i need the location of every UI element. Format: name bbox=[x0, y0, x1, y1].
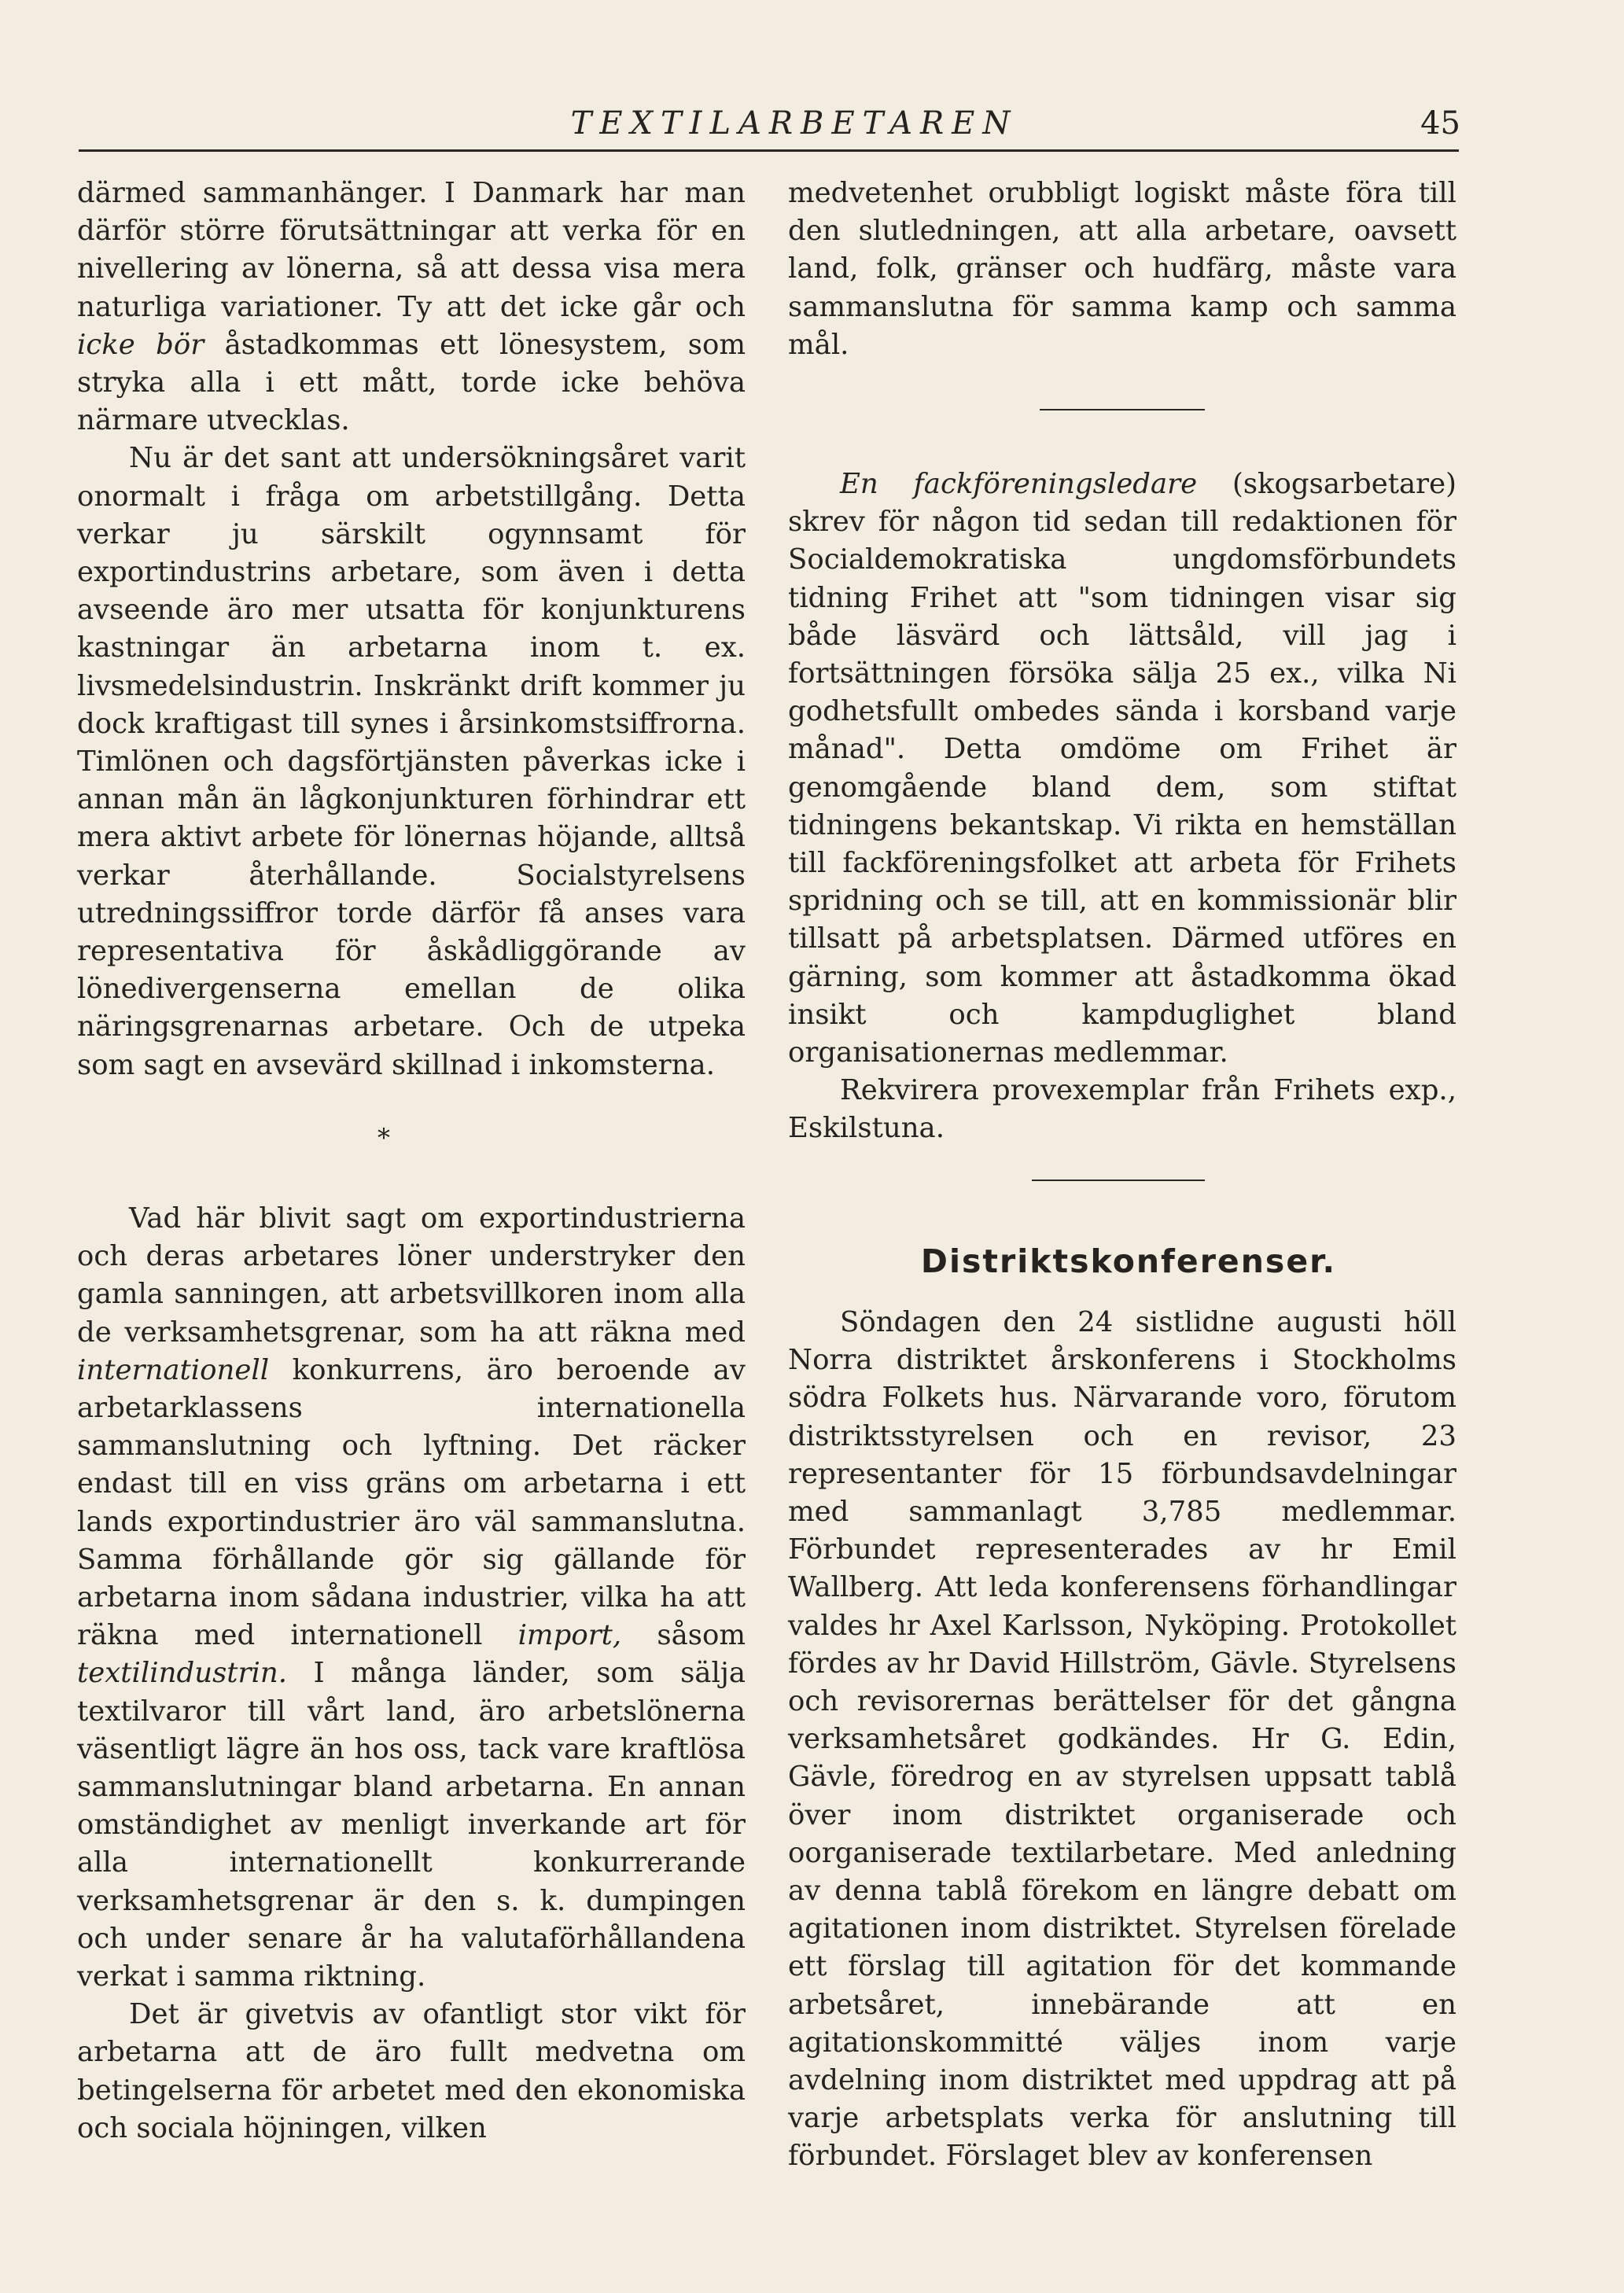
section-heading: Distriktskonferenser. bbox=[920, 1242, 1337, 1280]
running-header-title: TEXTILARBETAREN bbox=[570, 105, 1018, 142]
paragraph bbox=[77, 1200, 746, 1996]
paragraph: Söndagen den 24 sistlidne augusti höll Norra distriktet årskonferens i Stockholms södra Folkets hus. Närvarande voro, förutom distriktsstyrelsen och en revisor, 23 representanter för 15 förbundsavdelningar med sammanlagt 3,785 medlemmar. Förbundet representerades av hr Emil Wallberg. Att leda konferensens förhandlingar valdes hr Axel Karlsson, Nyköping. Protokollet fördes av hr David Hillström, Gävle. Styrelsens och revisorernas berättelser för det gångna verksamhetsåret godkändes. Hr G. Edin, Gävle, föredrog en av styrelsen uppsatt tablå över inom distriktet organiserade och oorganiserade textilarbetare. Med anledning av denna tablå förekom en längre debatt om agitationen inom distriktet. Styrelsen förelade ett förslag till agitation för det kommande arbetsåret, innebärande att en agitationskommitté väljes inom varje avdelning inom distriktet med uppdrag att på varje arbetsplats verka för anslutning till förbundet. Förslaget blev av konferensen bbox=[788, 1306, 1456, 2173]
paragraph: Nu är det sant att undersökningsåret varit onormalt i fråga om arbetstillgång. Detta verkar ju särskilt ogynnsamt för exportindustrins arbetare, som även i detta avseende äro mer utsatta för konjunkturens kastningar än arbetarna inom t. ex. livsmedelsindustrin. Inskränkt drift kommer ju dock kraftigast till synes i årsinkomstsiffrorna. Timlönen och dagsförtjänsten påverkas icke i annan mån än lågkonjunkturen förhindrar ett mera aktivt arbete för lönernas höjande, alltså verkar återhållande. Socialstyrelsens utredningssiffror torde därför få anses vara representativa för åskådliggörande av lönedivergenserna emellan de olika näringsgrenarnas arbetare. Och de utpeka som sagt en avsevärd skillnad i inkomsterna. bbox=[77, 442, 746, 1081]
short-divider-rule bbox=[1040, 409, 1205, 410]
italic-text: En fackföreningsledare bbox=[840, 468, 1198, 500]
header-rule bbox=[79, 149, 1459, 152]
text-run: därmed sammanhänger. I Danmark har man därför större förutsättningar att verka för en nivellering av lönerna, så att dessa visa mera naturliga variationer. Ty att det icke går och bbox=[77, 177, 746, 323]
italic-text: internationell bbox=[77, 1353, 270, 1386]
italic-text: icke bbox=[77, 328, 135, 361]
paragraph bbox=[77, 175, 746, 440]
left-column-bottom bbox=[77, 1200, 746, 2148]
right-column-notice bbox=[788, 466, 1456, 1148]
paragraph bbox=[788, 466, 1456, 1072]
text-run: I många länder, som sälja textilvaror till vårt land, äro arbetslönerna väsentligt lägre än hos oss, tack vare kraftlösa sammanslutningar bland arbetarna. En annan omständighet av menligt inverkande art för alla internationellt konkurrerande verksamhetsgrenar är den s. k. dumpingen och under senare år ha valutaförhållandena verkat i samma riktning. bbox=[77, 1657, 746, 1993]
italic-text: import, bbox=[517, 1619, 622, 1652]
paragraph: Rekvirera provexemplar från Frihets exp., Eskilstuna. bbox=[788, 1074, 1456, 1145]
text-run: (skogsarbetare) skrev för någon tid sedan till redaktionen för Socialdemokratiska ungdomsförbundets tidning Frihet att "som tidningen visar sig både läsvärd och lättsåld, vill jag i fortsättningen försöka sälja 25 ex., vilka Ni godhetsfullt ombedes sända i korsband varje månad". Detta omdöme om Frihet är genomgående bland dem, som stiftat tidningens bekantskap. Vi rikta en hemställan till fackföreningsfolket att arbeta för Frihets spridning och se till, att en kommissionär blir tillsatt på arbetsplatsen. Därmed utföres en gärning, som kommer att åstadkomma ökad insikt och kampduglighet bland organisationernas medlemmar. bbox=[788, 468, 1456, 1069]
short-divider-rule bbox=[1032, 1180, 1205, 1181]
text-run bbox=[135, 329, 156, 361]
left-column-top bbox=[77, 175, 746, 1084]
right-column-top bbox=[788, 175, 1456, 364]
text-run: åstadkommas ett lönesystem, som stryka alla i ett mått, torde icke behöva närmare utvecklas. bbox=[77, 328, 746, 437]
text-run: konkurrens, äro beroende av arbetarklassens internationella sammanslutning och lyftning. Det räcker endast till en viss gräns om arbetarna i ett lands exportindustrier äro väl sammanslutna. Samma förhållande gör sig gällande för arbetarna inom sådana industrier, vilka ha att räkna med internationell bbox=[77, 1353, 746, 1652]
italic-text: textilindustrin. bbox=[77, 1657, 288, 1690]
paragraph: medvetenhet orubbligt logiskt måste föra till den slutledningen, att alla arbetare, oavsett land, folk, gränser och hudfärg, måste vara sammanslutna för samma kamp och samma mål. bbox=[788, 177, 1456, 361]
paragraph: Det är givetvis av ofantligt stor vikt för arbetarna att de äro fullt medvetna om betingelserna för arbetet med den ekonomiska och sociala höjningen, vilken bbox=[77, 1998, 746, 2144]
section-separator-asterisk: * bbox=[377, 1123, 390, 1153]
right-column-bottom bbox=[788, 1304, 1456, 2176]
text-run: Vad här blivit sagt om exportindustrierna och deras arbetares löner understryker den gamla sanningen, att arbetsvillkoren inom alla de verksamhetsgrenar, som ha att räkna med bbox=[77, 1202, 746, 1349]
page-number: 45 bbox=[1420, 105, 1460, 142]
text-run: såsom bbox=[621, 1619, 746, 1652]
italic-text: bör bbox=[156, 328, 204, 361]
